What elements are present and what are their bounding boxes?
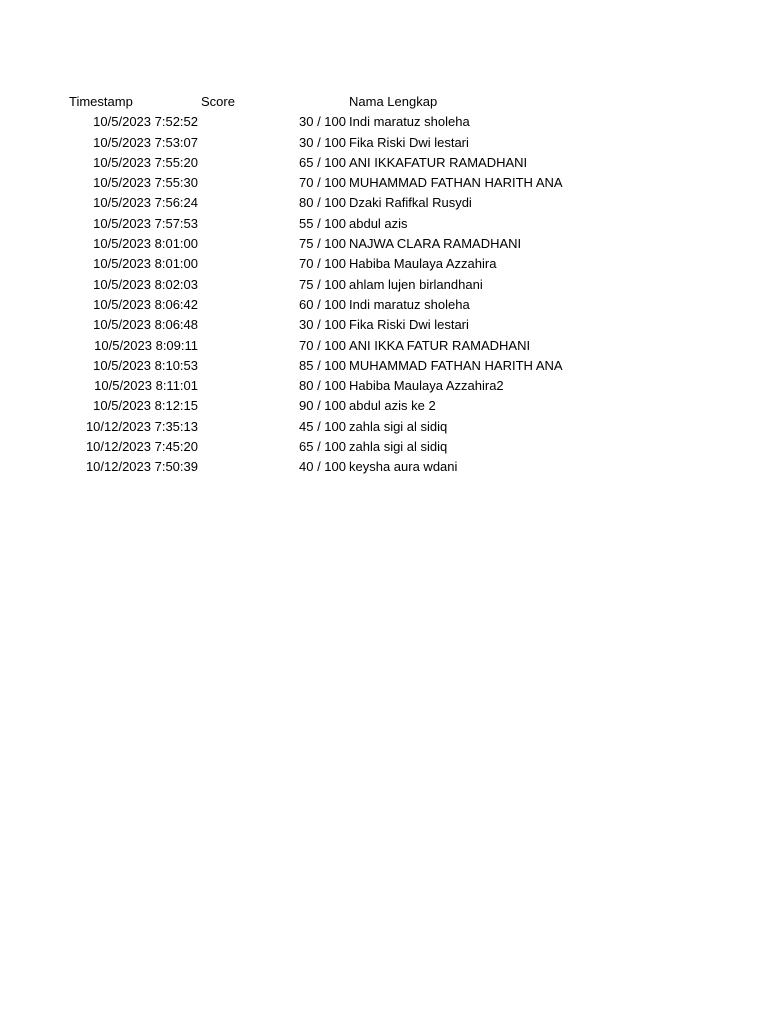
timestamp-cell: 10/5/2023 8:12:15 <box>93 398 198 414</box>
score-cell: 65 / 100 <box>299 154 346 170</box>
table-row <box>0 396 768 416</box>
timestamp-cell: 10/5/2023 7:57:53 <box>93 215 198 231</box>
score-cell: 30 / 100 <box>299 317 346 333</box>
table-row <box>0 437 768 457</box>
table-row <box>0 336 768 356</box>
timestamp-cell: 10/12/2023 7:45:20 <box>85 439 198 455</box>
table-body <box>0 112 768 477</box>
timestamp-cell: 10/5/2023 7:53:07 <box>93 134 198 150</box>
name-cell: Dzaki Rafifkal Rusydi <box>349 195 472 211</box>
name-cell: abdul azis <box>349 215 408 231</box>
table-row <box>0 254 768 274</box>
name-cell: Indi maratuz sholeha <box>349 114 470 130</box>
table-row <box>0 376 768 396</box>
score-cell: 80 / 100 <box>299 195 346 211</box>
table-row <box>0 112 768 132</box>
name-cell: zahla sigi al sidiq <box>349 439 448 455</box>
table-row <box>0 173 768 193</box>
timestamp-cell: 10/5/2023 8:01:00 <box>93 256 198 272</box>
table-row <box>0 315 768 335</box>
name-cell: ANI IKKAFATUR RAMADHANI <box>349 154 528 170</box>
score-cell: 60 / 100 <box>299 296 346 312</box>
name-cell: ahlam lujen birlandhani <box>349 276 483 292</box>
score-cell: 75 / 100 <box>299 236 346 252</box>
name-cell: NAJWA CLARA RAMADHANI <box>349 236 522 252</box>
score-cell: 45 / 100 <box>299 418 346 434</box>
timestamp-cell: 10/5/2023 7:55:20 <box>93 154 198 170</box>
timestamp-cell: 10/5/2023 8:11:01 <box>94 378 198 394</box>
score-cell: 55 / 100 <box>299 215 346 231</box>
timestamp-cell: 10/12/2023 7:35:13 <box>85 418 198 434</box>
header-name: Nama Lengkap <box>349 94 438 109</box>
header-row <box>0 92 768 112</box>
name-cell: zahla sigi al sidiq <box>349 418 448 434</box>
score-cell: 80 / 100 <box>299 378 346 394</box>
table-row <box>0 417 768 437</box>
score-cell: 30 / 100 <box>299 134 346 150</box>
timestamp-cell: 10/5/2023 7:56:24 <box>93 195 198 211</box>
name-cell: Fika Riski Dwi lestari <box>349 317 469 333</box>
timestamp-cell: 10/5/2023 8:06:48 <box>93 317 198 333</box>
table-row <box>0 193 768 213</box>
name-cell: Indi maratuz sholeha <box>349 296 470 312</box>
header-score: Score <box>201 94 235 109</box>
timestamp-cell: 10/5/2023 8:01:00 <box>93 236 198 252</box>
table-row <box>0 356 768 376</box>
table-row <box>0 295 768 315</box>
timestamp-cell: 10/5/2023 8:02:03 <box>93 276 198 292</box>
table-row <box>0 275 768 295</box>
name-cell: abdul azis ke 2 <box>349 398 436 414</box>
score-cell: 70 / 100 <box>299 175 346 191</box>
timestamp-cell: 10/12/2023 7:50:39 <box>85 459 198 475</box>
table-row <box>0 153 768 173</box>
table-row <box>0 457 768 477</box>
score-cell: 30 / 100 <box>299 114 346 130</box>
timestamp-cell: 10/5/2023 7:52:52 <box>93 114 198 130</box>
name-cell: keysha aura wdani <box>349 459 458 475</box>
timestamp-cell: 10/5/2023 8:09:11 <box>94 337 198 353</box>
name-cell: ANI IKKA FATUR RAMADHANI <box>349 337 531 353</box>
score-cell: 75 / 100 <box>299 276 346 292</box>
timestamp-cell: 10/5/2023 8:06:42 <box>93 296 198 312</box>
name-cell: MUHAMMAD FATHAN HARITH ANA <box>349 357 563 373</box>
header-timestamp: Timestamp <box>69 94 133 109</box>
table-row <box>0 214 768 234</box>
score-cell: 85 / 100 <box>299 357 346 373</box>
score-cell: 90 / 100 <box>299 398 346 414</box>
score-cell: 65 / 100 <box>299 439 346 455</box>
table-row <box>0 133 768 153</box>
score-cell: 70 / 100 <box>299 256 346 272</box>
name-cell: Habiba Maulaya Azzahira <box>349 256 497 272</box>
timestamp-cell: 10/5/2023 8:10:53 <box>93 357 198 373</box>
name-cell: MUHAMMAD FATHAN HARITH ANA <box>349 175 563 191</box>
timestamp-cell: 10/5/2023 7:55:30 <box>93 175 198 191</box>
name-cell: Habiba Maulaya Azzahira2 <box>349 378 504 394</box>
spreadsheet-table <box>0 92 768 478</box>
score-cell: 40 / 100 <box>299 459 346 475</box>
name-cell: Fika Riski Dwi lestari <box>349 134 469 150</box>
table-row <box>0 234 768 254</box>
score-cell: 70 / 100 <box>299 337 346 353</box>
